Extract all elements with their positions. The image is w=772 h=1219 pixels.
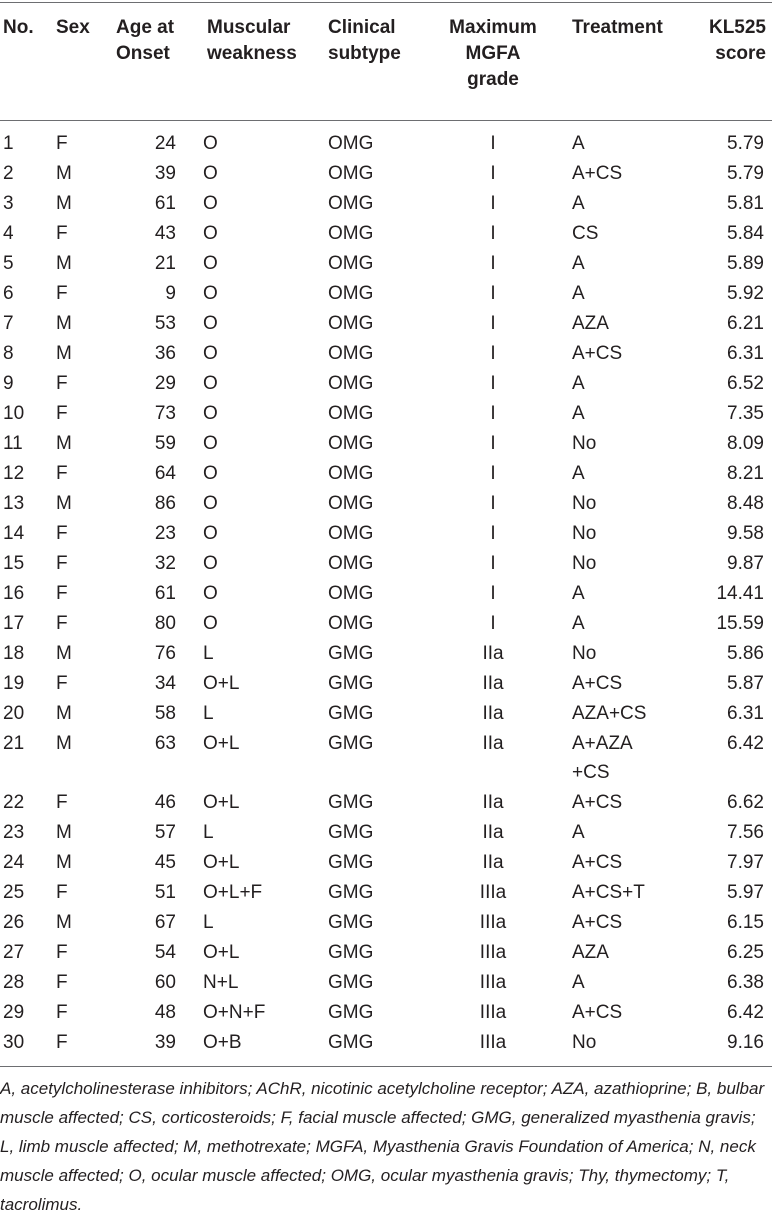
cell-no: 12 bbox=[3, 463, 25, 484]
cell-weakness: L bbox=[203, 703, 214, 724]
cell-mgfa: IIa bbox=[482, 673, 504, 694]
table-row bbox=[0, 669, 772, 699]
cell-age: 9 bbox=[165, 283, 176, 304]
cell-weakness: O+L bbox=[203, 733, 240, 754]
cell-score: 8.09 bbox=[727, 433, 764, 454]
table-row bbox=[0, 848, 772, 878]
cell-no: 26 bbox=[3, 912, 25, 933]
cell-sex: M bbox=[56, 703, 72, 724]
cell-age: 76 bbox=[154, 643, 176, 664]
cell-subtype: GMG bbox=[328, 822, 374, 843]
cell-sex: F bbox=[56, 942, 68, 963]
cell-age: 86 bbox=[154, 493, 176, 514]
cell-age: 61 bbox=[154, 583, 176, 604]
cell-sex: F bbox=[56, 1002, 68, 1023]
cell-subtype: GMG bbox=[328, 673, 374, 694]
cell-age: 32 bbox=[154, 553, 176, 574]
cell-treatment: A+CS bbox=[572, 852, 623, 873]
cell-age: 60 bbox=[154, 972, 176, 993]
cell-no: 21 bbox=[3, 733, 25, 754]
table-row bbox=[0, 729, 772, 788]
cell-treatment: A bbox=[572, 373, 585, 394]
cell-no: 13 bbox=[3, 493, 25, 514]
cell-age: 21 bbox=[154, 253, 176, 274]
cell-mgfa: IIa bbox=[482, 703, 504, 724]
cell-sex: M bbox=[56, 253, 72, 274]
cell-mgfa: IIa bbox=[482, 733, 504, 754]
cell-subtype: GMG bbox=[328, 942, 374, 963]
cell-mgfa: IIIa bbox=[479, 1032, 507, 1053]
cell-weakness: L bbox=[203, 643, 214, 664]
cell-age: 24 bbox=[154, 133, 176, 154]
cell-treatment: A bbox=[572, 253, 585, 274]
cell-mgfa: IIIa bbox=[479, 882, 507, 903]
cell-weakness: O+L+F bbox=[203, 882, 263, 903]
cell-age: 23 bbox=[154, 523, 176, 544]
cell-mgfa: IIa bbox=[482, 643, 504, 664]
table-bottom-rule bbox=[0, 1066, 772, 1067]
cell-sex: M bbox=[56, 433, 72, 454]
cell-mgfa: I bbox=[490, 433, 496, 454]
header-no: No. bbox=[3, 17, 34, 38]
cell-weakness: O bbox=[203, 583, 218, 604]
table-header bbox=[0, 0, 772, 120]
cell-treatment: A+CS+T bbox=[572, 882, 645, 903]
cell-score: 5.89 bbox=[727, 253, 764, 274]
header-clinical-subtype: Clinical subtype bbox=[328, 17, 401, 64]
cell-mgfa: I bbox=[490, 163, 496, 184]
cell-score: 9.58 bbox=[727, 523, 764, 544]
cell-weakness: L bbox=[203, 822, 214, 843]
cell-weakness: O bbox=[203, 343, 218, 364]
cell-treatment: AZA bbox=[572, 942, 609, 963]
table-row bbox=[0, 579, 772, 609]
cell-weakness: O+L bbox=[203, 792, 240, 813]
cell-score: 5.81 bbox=[727, 193, 764, 214]
cell-weakness: O bbox=[203, 433, 218, 454]
cell-subtype: GMG bbox=[328, 733, 374, 754]
table-row bbox=[0, 429, 772, 459]
cell-no: 16 bbox=[3, 583, 25, 604]
cell-subtype: OMG bbox=[328, 313, 374, 334]
table-row bbox=[0, 968, 772, 998]
cell-sex: M bbox=[56, 822, 72, 843]
cell-weakness: O bbox=[203, 373, 218, 394]
cell-score: 5.92 bbox=[727, 283, 764, 304]
cell-score: 6.42 bbox=[727, 1002, 764, 1023]
cell-treatment: A+CS bbox=[572, 912, 623, 933]
cell-treatment: A+CS bbox=[572, 343, 623, 364]
cell-no: 11 bbox=[3, 433, 23, 454]
cell-weakness: O+B bbox=[203, 1032, 242, 1053]
table-footnote: A, acetylcholinesterase inhibitors; AChR, nicotinic acetylcholine receptor; AZA, azathioprine; B, bulbar muscle affected; CS, corticosteroids; F, facial muscle affected; GMG, generalized myasthenia gravis; L, limb muscle affected; M, methotrexate; MGFA, Myasthenia Gravis Foundation of America; N, neck muscle affected; O, ocular muscle affected; OMG, ocular myasthenia gravis; Thy, thymectomy; T, tacrolimus. bbox=[0, 1079, 765, 1214]
table-row bbox=[0, 699, 772, 729]
cell-weakness: O bbox=[203, 193, 218, 214]
cell-subtype: GMG bbox=[328, 703, 374, 724]
cell-subtype: GMG bbox=[328, 882, 374, 903]
cell-subtype: OMG bbox=[328, 493, 374, 514]
cell-score: 5.87 bbox=[727, 673, 764, 694]
table-row bbox=[0, 339, 772, 369]
cell-sex: M bbox=[56, 733, 72, 754]
cell-treatment: A bbox=[572, 463, 585, 484]
cell-sex: F bbox=[56, 1032, 68, 1053]
cell-sex: F bbox=[56, 972, 68, 993]
cell-sex: M bbox=[56, 912, 72, 933]
cell-no: 17 bbox=[3, 613, 25, 634]
cell-no: 4 bbox=[3, 223, 14, 244]
cell-weakness: O bbox=[203, 223, 218, 244]
cell-mgfa: I bbox=[490, 553, 496, 574]
cell-subtype: OMG bbox=[328, 583, 374, 604]
cell-score: 6.25 bbox=[727, 942, 764, 963]
cell-treatment: No bbox=[572, 493, 597, 514]
cell-subtype: OMG bbox=[328, 373, 374, 394]
table-row bbox=[0, 908, 772, 938]
table-row bbox=[0, 938, 772, 968]
cell-no: 9 bbox=[3, 373, 14, 394]
cell-treatment: A+CS bbox=[572, 673, 623, 694]
cell-sex: F bbox=[56, 613, 68, 634]
cell-sex: F bbox=[56, 792, 68, 813]
table-row bbox=[0, 189, 772, 219]
cell-age: 45 bbox=[154, 852, 176, 873]
cell-treatment: A bbox=[572, 283, 585, 304]
table-row bbox=[0, 369, 772, 399]
cell-sex: M bbox=[56, 313, 72, 334]
cell-score: 9.87 bbox=[727, 553, 764, 574]
cell-age: 59 bbox=[154, 433, 176, 454]
cell-treatment: AZA bbox=[572, 313, 609, 334]
cell-mgfa: IIIa bbox=[479, 912, 507, 933]
cell-age: 39 bbox=[154, 163, 176, 184]
cell-treatment: No bbox=[572, 643, 597, 664]
cell-mgfa: IIa bbox=[482, 852, 504, 873]
cell-score: 7.97 bbox=[727, 852, 764, 873]
cell-subtype: OMG bbox=[328, 433, 374, 454]
cell-no: 10 bbox=[3, 403, 25, 424]
cell-mgfa: I bbox=[490, 463, 496, 484]
cell-sex: F bbox=[56, 373, 68, 394]
cell-weakness: O bbox=[203, 523, 218, 544]
cell-score: 5.84 bbox=[727, 223, 764, 244]
cell-treatment: No bbox=[572, 523, 597, 544]
cell-mgfa: I bbox=[490, 523, 496, 544]
cell-weakness: O+N+F bbox=[203, 1002, 266, 1023]
cell-age: 34 bbox=[154, 673, 176, 694]
cell-no: 8 bbox=[3, 343, 14, 364]
table-row bbox=[0, 878, 772, 908]
cell-age: 51 bbox=[154, 882, 176, 903]
cell-treatment: A bbox=[572, 193, 585, 214]
cell-no: 20 bbox=[3, 703, 25, 724]
cell-age: 36 bbox=[154, 343, 176, 364]
cell-subtype: GMG bbox=[328, 1032, 374, 1053]
cell-treatment: A bbox=[572, 613, 585, 634]
cell-mgfa: IIa bbox=[482, 792, 504, 813]
cell-subtype: OMG bbox=[328, 163, 374, 184]
cell-no: 6 bbox=[3, 283, 14, 304]
cell-mgfa: IIIa bbox=[479, 1002, 507, 1023]
cell-weakness: O bbox=[203, 163, 218, 184]
cell-age: 80 bbox=[154, 613, 176, 634]
cell-no: 7 bbox=[3, 313, 14, 334]
cell-no: 30 bbox=[3, 1032, 25, 1053]
cell-sex: F bbox=[56, 133, 68, 154]
cell-score: 6.38 bbox=[727, 972, 764, 993]
cell-age: 48 bbox=[154, 1002, 176, 1023]
cell-score: 6.62 bbox=[727, 792, 764, 813]
cell-score: 5.79 bbox=[727, 163, 764, 184]
cell-score: 6.42 bbox=[727, 733, 764, 754]
table-row bbox=[0, 489, 772, 519]
cell-weakness: O bbox=[203, 313, 218, 334]
cell-sex: F bbox=[56, 583, 68, 604]
table-row bbox=[0, 639, 772, 669]
cell-no: 24 bbox=[3, 852, 25, 873]
table-row bbox=[0, 788, 772, 818]
cell-weakness: O+L bbox=[203, 673, 240, 694]
table-row bbox=[0, 998, 772, 1028]
cell-no: 3 bbox=[3, 193, 14, 214]
cell-score: 15.59 bbox=[716, 613, 764, 634]
cell-weakness: O bbox=[203, 553, 218, 574]
cell-age: 64 bbox=[154, 463, 176, 484]
cell-no: 27 bbox=[3, 942, 25, 963]
cell-sex: F bbox=[56, 523, 68, 544]
cell-treatment: AZA+CS bbox=[572, 703, 647, 724]
table-row bbox=[0, 1028, 772, 1058]
table-row bbox=[0, 249, 772, 279]
cell-weakness: O bbox=[203, 613, 218, 634]
header-treatment: Treatment bbox=[572, 17, 663, 38]
header-sex: Sex bbox=[56, 17, 90, 38]
cell-age: 63 bbox=[154, 733, 176, 754]
cell-subtype: OMG bbox=[328, 343, 374, 364]
header-maximum-mgfa-grade: Maximum MGFA grade bbox=[449, 17, 537, 90]
cell-subtype: OMG bbox=[328, 283, 374, 304]
cell-no: 25 bbox=[3, 882, 25, 903]
cell-treatment: A bbox=[572, 403, 585, 424]
cell-no: 15 bbox=[3, 553, 25, 574]
cell-score: 5.79 bbox=[727, 133, 764, 154]
cell-subtype: OMG bbox=[328, 253, 374, 274]
table-row bbox=[0, 549, 772, 579]
cell-age: 29 bbox=[154, 373, 176, 394]
cell-weakness: O+L bbox=[203, 942, 240, 963]
cell-sex: F bbox=[56, 463, 68, 484]
cell-no: 18 bbox=[3, 643, 25, 664]
cell-subtype: GMG bbox=[328, 792, 374, 813]
cell-sex: F bbox=[56, 283, 68, 304]
cell-score: 6.15 bbox=[727, 912, 764, 933]
cell-no: 23 bbox=[3, 822, 25, 843]
cell-mgfa: IIIa bbox=[479, 972, 507, 993]
cell-sex: F bbox=[56, 882, 68, 903]
table-row bbox=[0, 159, 772, 189]
cell-age: 53 bbox=[154, 313, 176, 334]
cell-mgfa: I bbox=[490, 193, 496, 214]
cell-age: 67 bbox=[154, 912, 176, 933]
cell-score: 6.21 bbox=[727, 313, 764, 334]
cell-mgfa: I bbox=[490, 493, 496, 514]
cell-sex: F bbox=[56, 403, 68, 424]
cell-score: 6.31 bbox=[727, 703, 764, 724]
cell-subtype: OMG bbox=[328, 523, 374, 544]
cell-score: 5.86 bbox=[727, 643, 764, 664]
cell-score: 8.21 bbox=[727, 463, 764, 484]
cell-subtype: OMG bbox=[328, 133, 374, 154]
cell-score: 5.97 bbox=[727, 882, 764, 903]
cell-treatment: A bbox=[572, 822, 585, 843]
cell-score: 9.16 bbox=[727, 1032, 764, 1053]
cell-age: 39 bbox=[154, 1032, 176, 1053]
cell-sex: M bbox=[56, 193, 72, 214]
cell-subtype: GMG bbox=[328, 1002, 374, 1023]
cell-mgfa: I bbox=[490, 343, 496, 364]
cell-treatment: A+CS bbox=[572, 163, 623, 184]
cell-treatment: A+CS bbox=[572, 1002, 623, 1023]
header-rule bbox=[0, 120, 772, 121]
cell-sex: M bbox=[56, 493, 72, 514]
cell-no: 28 bbox=[3, 972, 25, 993]
cell-subtype: OMG bbox=[328, 463, 374, 484]
cell-no: 2 bbox=[3, 163, 14, 184]
cell-treatment: No bbox=[572, 1032, 597, 1053]
cell-subtype: OMG bbox=[328, 223, 374, 244]
cell-mgfa: I bbox=[490, 613, 496, 634]
cell-mgfa: I bbox=[490, 253, 496, 274]
cell-treatment: A bbox=[572, 133, 585, 154]
table-row bbox=[0, 309, 772, 339]
cell-mgfa: I bbox=[490, 223, 496, 244]
cell-score: 8.48 bbox=[727, 493, 764, 514]
cell-no: 1 bbox=[3, 133, 14, 154]
cell-weakness: O bbox=[203, 133, 218, 154]
cell-sex: M bbox=[56, 163, 72, 184]
cell-sex: F bbox=[56, 223, 68, 244]
cell-subtype: OMG bbox=[328, 193, 374, 214]
cell-age: 61 bbox=[154, 193, 176, 214]
cell-sex: F bbox=[56, 673, 68, 694]
cell-subtype: OMG bbox=[328, 403, 374, 424]
cell-score: 6.52 bbox=[727, 373, 764, 394]
table-row bbox=[0, 219, 772, 249]
cell-age: 57 bbox=[154, 822, 176, 843]
cell-age: 73 bbox=[154, 403, 176, 424]
cell-subtype: GMG bbox=[328, 912, 374, 933]
cell-treatment: No bbox=[572, 553, 597, 574]
cell-subtype: GMG bbox=[328, 852, 374, 873]
cell-treatment: A+CS bbox=[572, 792, 623, 813]
cell-age: 46 bbox=[154, 792, 176, 813]
cell-weakness: O bbox=[203, 253, 218, 274]
table-row bbox=[0, 279, 772, 309]
cell-no: 5 bbox=[3, 253, 14, 274]
header-age-at-onset: Age at Onset bbox=[116, 17, 175, 64]
cell-mgfa: I bbox=[490, 133, 496, 154]
cell-sex: F bbox=[56, 553, 68, 574]
cell-no: 22 bbox=[3, 792, 25, 813]
cell-mgfa: IIa bbox=[482, 822, 504, 843]
cell-score: 7.35 bbox=[727, 403, 764, 424]
table-row bbox=[0, 519, 772, 549]
cell-mgfa: I bbox=[490, 583, 496, 604]
cell-score: 7.56 bbox=[727, 822, 764, 843]
cell-treatment: A bbox=[572, 972, 585, 993]
header-muscular-weakness: Muscular weakness bbox=[207, 17, 297, 64]
cell-weakness: O bbox=[203, 403, 218, 424]
cell-score: 6.31 bbox=[727, 343, 764, 364]
cell-score: 14.41 bbox=[716, 583, 764, 604]
cell-mgfa: I bbox=[490, 373, 496, 394]
cell-no: 19 bbox=[3, 673, 25, 694]
table-row bbox=[0, 818, 772, 848]
cell-weakness: O bbox=[203, 493, 218, 514]
cell-subtype: OMG bbox=[328, 553, 374, 574]
cell-age: 58 bbox=[154, 703, 176, 724]
cell-treatment: A+AZA +CS bbox=[572, 733, 633, 783]
table-row bbox=[0, 129, 772, 159]
cell-treatment: CS bbox=[572, 223, 599, 244]
cell-age: 54 bbox=[154, 942, 176, 963]
cell-sex: M bbox=[56, 852, 72, 873]
cell-subtype: GMG bbox=[328, 972, 374, 993]
cell-sex: M bbox=[56, 343, 72, 364]
cell-sex: M bbox=[56, 643, 72, 664]
table-body bbox=[0, 129, 772, 1058]
cell-weakness: L bbox=[203, 912, 214, 933]
table-row bbox=[0, 399, 772, 429]
cell-treatment: No bbox=[572, 433, 597, 454]
cell-mgfa: I bbox=[490, 283, 496, 304]
cell-treatment: A bbox=[572, 583, 585, 604]
cell-no: 14 bbox=[3, 523, 25, 544]
table-row bbox=[0, 609, 772, 639]
table-row bbox=[0, 459, 772, 489]
cell-weakness: O bbox=[203, 283, 218, 304]
header-kl525-score: KL525 score bbox=[708, 17, 766, 64]
cell-mgfa: I bbox=[490, 403, 496, 424]
cell-age: 43 bbox=[154, 223, 176, 244]
cell-weakness: O+L bbox=[203, 852, 240, 873]
cell-weakness: O bbox=[203, 463, 218, 484]
cell-subtype: OMG bbox=[328, 613, 374, 634]
cell-mgfa: I bbox=[490, 313, 496, 334]
cell-subtype: GMG bbox=[328, 643, 374, 664]
cell-mgfa: IIIa bbox=[479, 942, 507, 963]
cell-weakness: N+L bbox=[203, 972, 239, 993]
cell-no: 29 bbox=[3, 1002, 25, 1023]
